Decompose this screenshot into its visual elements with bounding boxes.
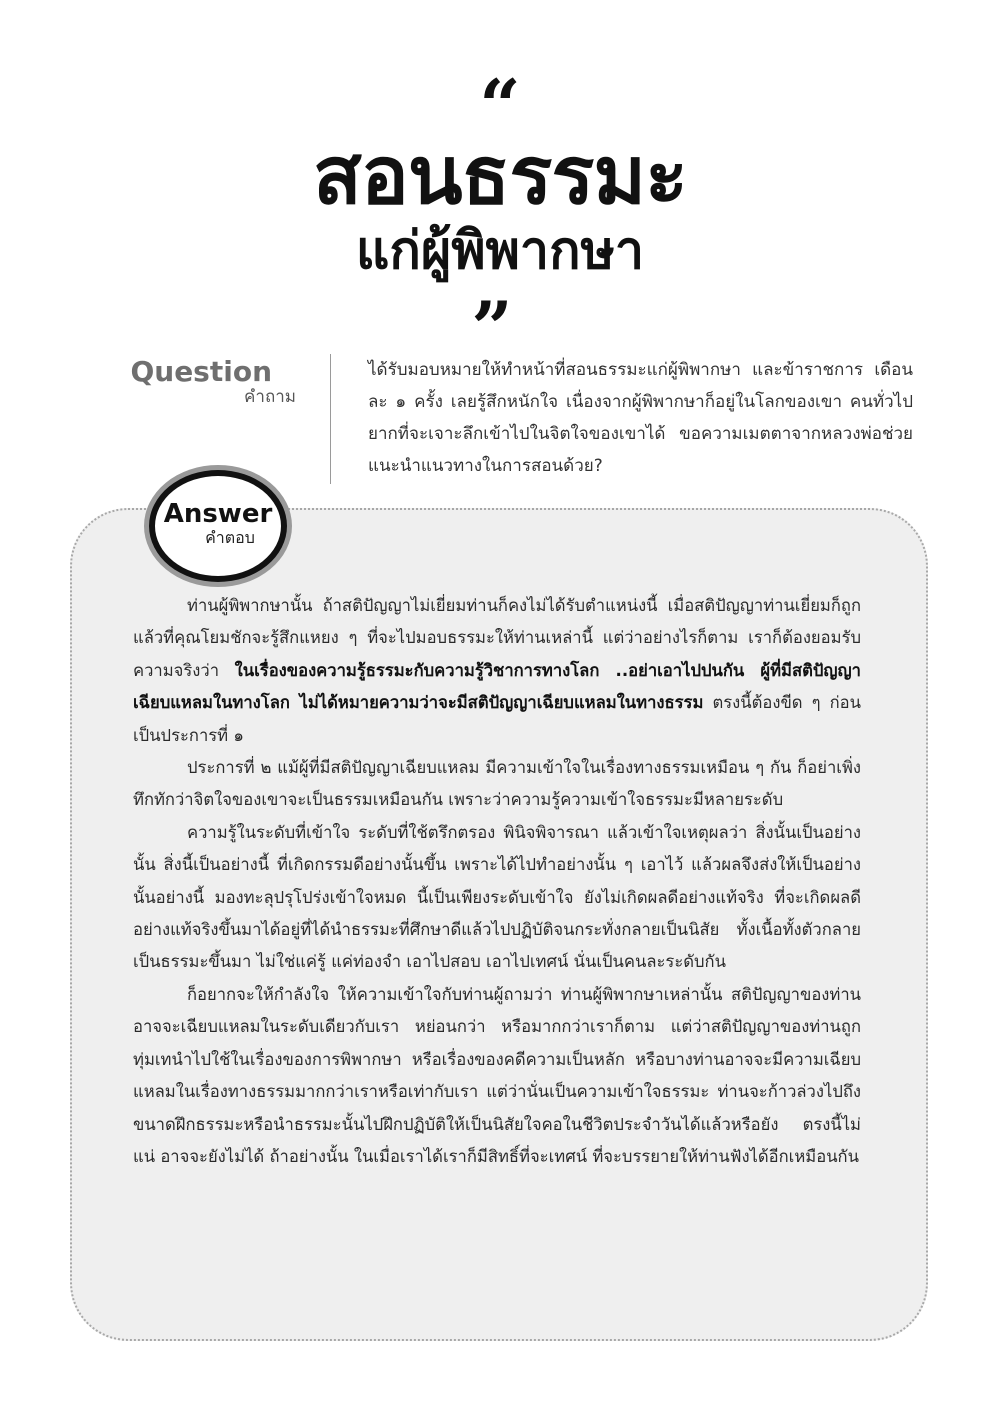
answer-label-thai: คำตอบ <box>205 528 255 547</box>
answer-paragraph-1 <box>133 590 861 752</box>
question-divider <box>330 354 331 484</box>
answer-badge <box>149 470 287 582</box>
answer-paragraph-2: ประการที่ ๒ แม้ผู้ที่มีสติปัญญาเฉียบแหลม มีความเข้าใจในเรื่องทางธรรมเหมือน ๆ กัน ก็อย่าเพิ่งทึกทักว่าจิตใจของเขาจะเป็นธรรมเหมือนกัน เพราะว่าความรู้ความเข้าใจธรรมะมีหลายระดับ <box>133 758 861 810</box>
answer-p1-text-a: ท่านผู้พิพากษานั้น ถ้าสติปัญญาไม่เยี่ยมท่านก็คงไม่ได้รับตำแหน่งนี้ เมื่อสติปัญญาท่านเยี่ยมก็ถูกแล้วที่คุณโยมชักจะรู้สึกแหยง ๆ ที่จะไปมอบธรรมะให้ท่านเหล่านี้ แต่ว่าอย่างไรก็ตาม เราก็ต้องยอมรับความจริงว่า <box>133 596 861 680</box>
question-text: ได้รับมอบหมายให้ทำหน้าที่สอนธรรมะแก่ผู้พิพากษา และข้าราชการ เดือนละ ๑ ครั้ง เลยรู้สึกหนักใจ เนื่องจากผู้พิพากษาก็อยู่ในโลกของเขา คนทั่วไปยากที่จะเจาะลึกเข้าไปในจิตใจของเขาได้ ขอความเมตตาจากหลวงพ่อช่วยแนะนำแนวทางในการสอนด้วย? <box>368 360 913 476</box>
answer-paragraph-4: ก็อยากจะให้กำลังใจ ให้ความเข้าใจกับท่านผู้ถามว่า ท่านผู้พิพากษาเหล่านั้น สติปัญญาของท่านอาจจะเฉียบแหลมในระดับเดียวกับเรา หย่อนกว่า หรือมากกว่าเราก็ตาม แต่ว่าสติปัญญาของท่านถูกทุ่มเทนำไปใช้ในเรื่องของการพิพากษา หรือเรื่องของคดีความเป็นหลัก หรือบางท่านอาจจะมีความเฉียบแหลมในเรื่องทางธรรมมากกว่าเราหรือเท่ากับเรา แต่ว่านั่นเป็นความเข้าใจธรรมะ ท่านจะก้าวล่วงไปถึงขนาดฝึกธรรมะหรือนำธรรมะนั้นไปฝึกปฏิบัติให้เป็นนิสัยใจคอในชีวิตประจำวันได้แล้วหรือยัง ตรงนี้ไม่แน่ อาจจะยังไม่ได้ ถ้าอย่างนั้น ในเมื่อเราได้เราก็มีสิทธิ์ที่จะเทศน์ ที่จะบรรยายให้ท่านฟังได้อีกเหมือนกัน <box>133 984 861 1166</box>
question-label: Question <box>130 355 272 388</box>
answer-paragraph-3: ความรู้ในระดับที่เข้าใจ ระดับที่ใช้ตรึกตรอง พินิจพิจารณา แล้วเข้าใจเหตุผลว่า สิ่งนั้นเป็นอย่างนั้น สิ่งนี้เป็นอย่างนี้ ที่เกิดกรรมดีอย่างนั้นขึ้น เพราะได้ไปทำอย่างนั้น ๆ เอาไว้ แล้วผลจึงส่งให้เป็นอย่างนั้นอย่างนี้ มองทะลุปรุโปร่งเข้าใจหมด นี้เป็นเพียงระดับเข้าใจ ยังไม่เกิดผลดีอย่างแท้จริง ที่จะเกิดผลดีอย่างแท้จริงขึ้นมาได้อยู่ที่ได้นำธรรมะที่ศึกษาดีแล้วไปปฏิบัติจนกระทั่งกลายเป็นนิสัย ทั้งเนื้อทั้งตัวกลายเป็นธรรมะขึ้นมา ไม่ใช่แค่รู้ แค่ท่องจำ เอาไปสอบ เอาไปเทศน์ นั่นเป็นคนละระดับกัน <box>133 822 861 972</box>
page-title: สอนธรรมะ <box>312 129 688 222</box>
question-label-thai: คำถาม <box>244 387 296 407</box>
answer-label: Answer <box>163 499 273 529</box>
answer-p1-emphasis: ในเรื่องของความรู้ธรรมะกับความรู้วิชาการทางโลก ..อย่าเอาไปปนกัน ผู้ที่มีสติปัญญาเฉียบแหลมในทางโลก ไม่ได้หมายความว่าจะมีสติปัญญาเฉียบแหลมในทางธรรม <box>133 660 861 713</box>
answer-p1-text-b: ตรงนี้ต้องขีด ๆ ก่อนเป็นประการที่ ๑ <box>133 693 861 745</box>
answer-body <box>133 590 861 1173</box>
opening-quote-mark: “ <box>479 63 521 148</box>
page-subtitle: แก่ผู้พิพากษา <box>355 221 645 281</box>
closing-quote-mark: ” <box>471 285 513 370</box>
